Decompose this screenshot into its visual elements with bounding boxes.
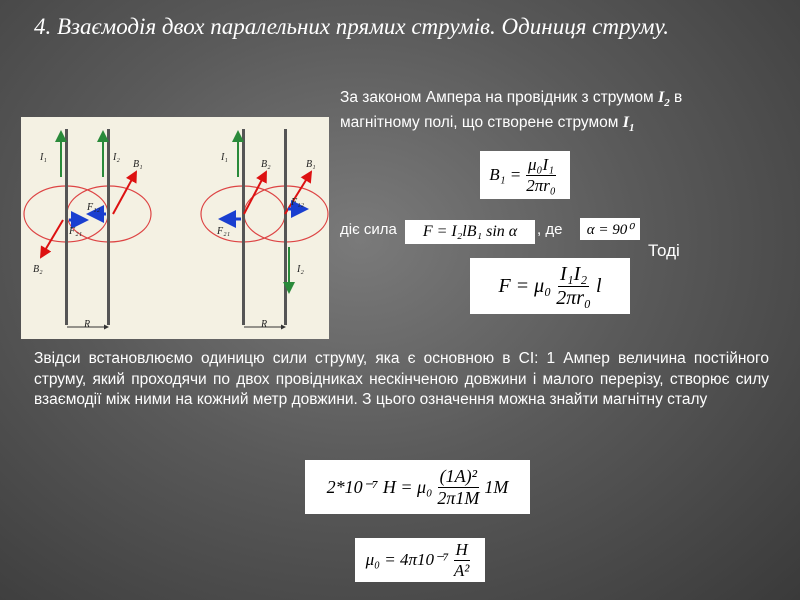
formula-mu0: μ₀ = 4π10⁻⁷ $\frac{H}{\text{A²}}$ <box>355 538 485 582</box>
wire-1 <box>65 129 68 325</box>
formula-alpha: α = 90⁰ <box>580 218 640 240</box>
svg-text:B₂: B₂ <box>33 264 43 275</box>
slide-title: 4. Взаємодія двох паралельних прямих струмів. Одиниця струму. <box>34 14 669 39</box>
svg-text:F₁₂: F₁₂ <box>291 197 305 208</box>
svg-text:F₂₁: F₂₁ <box>69 226 83 237</box>
parallel-currents-diagram <box>21 117 329 339</box>
svg-text:I₁: I₁ <box>40 152 47 163</box>
svg-text:B₁: B₁ <box>306 159 316 170</box>
svg-text:I₂: I₂ <box>297 264 304 275</box>
label-dis-syla: діє сила <box>340 221 397 238</box>
svg-text:I₁: I₁ <box>221 152 228 163</box>
definition-paragraph: Звідси встановлюємо одиницю сили струму, яка є основною в СІ: 1 Ампер величина постійного струму, який проходячи по двох провідниках нескінченою довжини і малого перерізу, створює силу взаємодії між ними на кожний метр довжини. З цього означення можна знайти магнітну сталу <box>34 350 769 408</box>
right-panel <box>201 129 328 330</box>
label-todi: Тоді <box>648 241 680 260</box>
wire-3 <box>242 129 245 325</box>
svg-text:F₂₁: F₂₁ <box>217 226 231 237</box>
formula-equation: 2*10⁻⁷ H = μ₀ $\frac{\text{(1A)²}}{2\pi 1M}$ 1M <box>305 460 530 514</box>
wire-4 <box>284 129 287 325</box>
formula-f: F = μ₀ $\frac{\text{I₁I₂}}{\text{2πr₀}}$ l <box>470 258 630 314</box>
formula-b1: B₁ = $\frac{\text{μ₀I₁}}{\text{2πr₀}}$ <box>480 151 570 199</box>
wire-2 <box>107 129 110 325</box>
svg-text:B₁: B₁ <box>133 159 143 170</box>
left-panel <box>24 129 151 330</box>
svg-text:B₂: B₂ <box>261 159 271 170</box>
intro-text: За законом Ампера на провідник з струмом $I_2$ в магнітному полі, що створене струмом $I_1$ <box>340 89 683 135</box>
formula-force: F = I₂lB₁ sin α <box>405 220 535 244</box>
svg-text:F₁₂: F₁₂ <box>87 202 101 213</box>
svg-text:R: R <box>261 319 268 330</box>
label-de: , де <box>537 221 563 238</box>
svg-text:R: R <box>84 319 91 330</box>
svg-text:I₂: I₂ <box>113 152 120 163</box>
